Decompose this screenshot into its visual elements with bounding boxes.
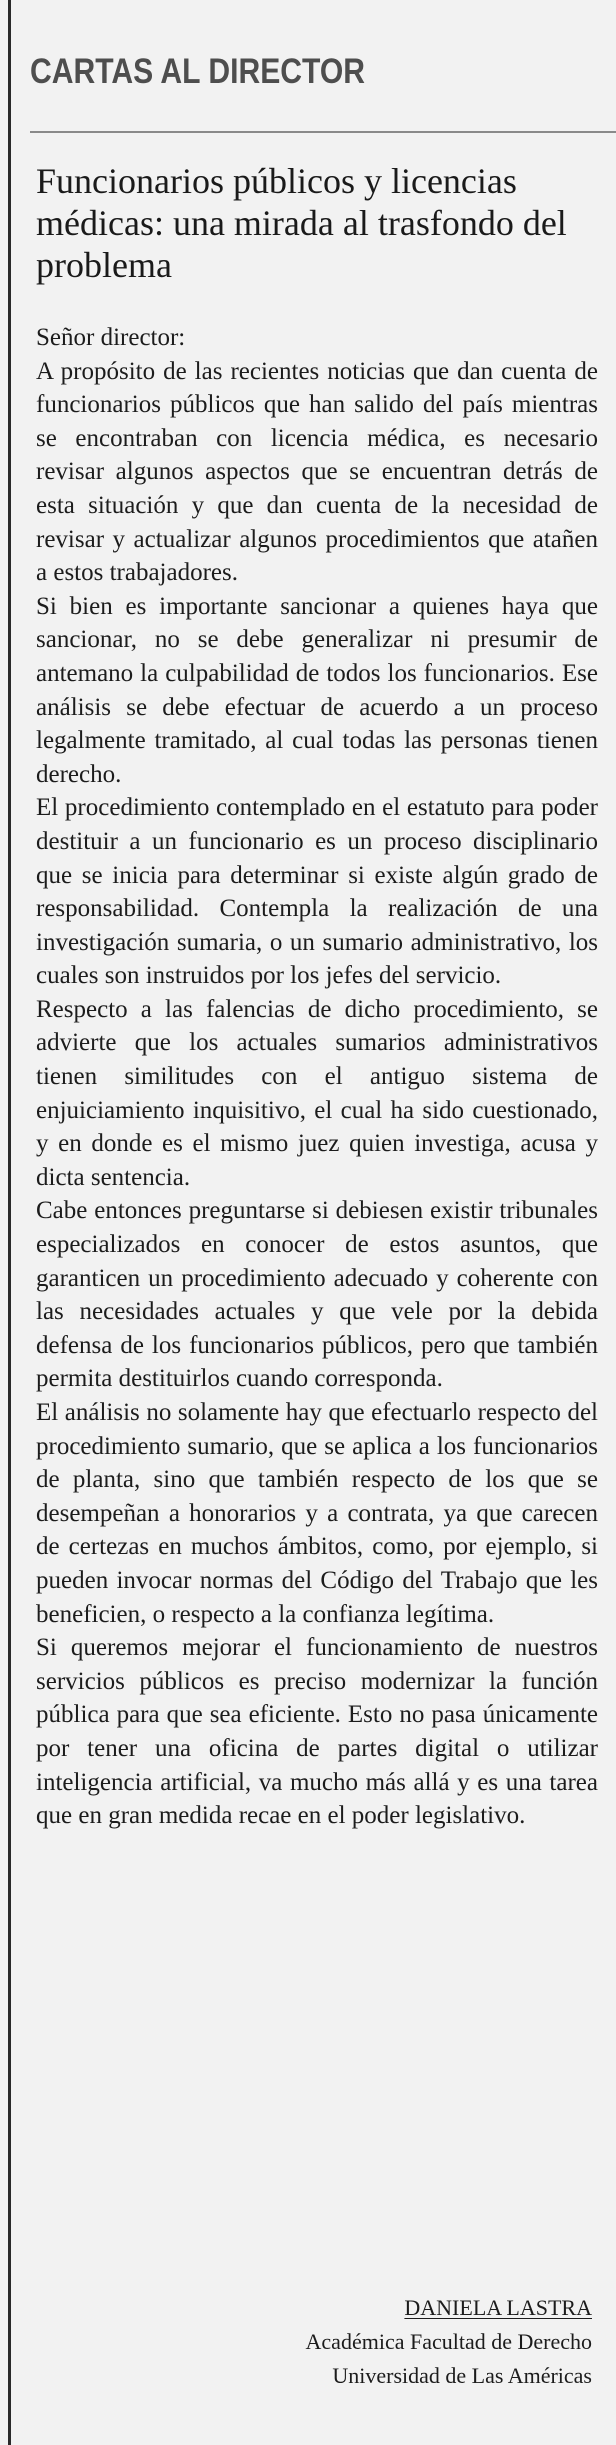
author-institution: Universidad de Las Américas bbox=[332, 2363, 592, 2388]
author-role: Académica Facultad de Derecho bbox=[305, 2329, 592, 2354]
header-divider bbox=[30, 131, 616, 133]
article-headline: Funcionarios públicos y licencias médicas: una mirada al trasfondo del problema bbox=[36, 161, 567, 285]
letter-paragraph: Si queremos mejorar el funcionamiento de nuestros servicios públicos es preciso modernizar la función pública para que sea eficiente. Esto no pasa únicamente por tener una oficina de partes digital o utilizar inteligencia artificial, va mucho más allá y es una tarea que en gran medida recae en el poder legislativo. bbox=[36, 1634, 598, 1830]
letter-paragraph: Si bien es importante sancionar a quienes haya que sancionar, no se debe generalizar ni presumir de antemano la culpabilidad de todos los funcionarios. Ese análisis se debe efectuar de acuerdo a un proceso legalmente tramitado, al cual todas las personas tienen derecho. bbox=[36, 592, 598, 788]
letter-paragraph: Cabe entonces preguntarse si debiesen existir tribunales especializados en conocer de estos asuntos, que garanticen un procedimiento adecuado y coherente con las necesidades actuales y que vele por la debida defensa de los funcionarios públicos, pero que también permita destituirlos cuando corresponda. bbox=[36, 1197, 598, 1393]
signature-block bbox=[306, 2291, 592, 2393]
author-name: DANIELA LASTRA bbox=[404, 2295, 592, 2320]
letter-body bbox=[36, 321, 598, 1833]
column-rule bbox=[8, 0, 11, 2445]
salutation: Señor director: bbox=[36, 324, 186, 351]
letter-paragraph: El procedimiento contemplado en el estatuto para poder destituir a un funcionario es un proceso disciplinario que se inicia para determinar si existe algún grado de responsabilidad. Contempla la realización de una investigación sumaria, o un sumario administrativo, los cuales son instruidos por los jefes del servicio. bbox=[36, 794, 598, 990]
section-header: CARTAS AL DIRECTOR bbox=[30, 52, 366, 91]
letter-paragraph: Respecto a las falencias de dicho procedimiento, se advierte que los actuales sumarios administrativos tienen similitudes con el antiguo sistema de enjuiciamiento inquisitivo, el cual ha sido cuestionado, y en donde es el mismo juez quien investiga, acusa y dicta sentencia. bbox=[36, 995, 598, 1191]
letter-paragraph: El análisis no solamente hay que efectuarlo respecto del procedimiento sumario, que se aplica a los funcionarios de planta, sino que también respecto de los que se desempeñan a honorarios y a contrata, ya que carecen de certezas en muchos ámbitos, como, por ejemplo, si pueden invocar normas del Código del Trabajo que les beneficien, o respecto a la confianza legítima. bbox=[36, 1399, 598, 1628]
letter-paragraph: A propósito de las recientes noticias que dan cuenta de funcionarios públicos que han salido del país mientras se encontraban con licencia médica, es necesario revisar algunos aspectos que se encuentran detrás de esta situación y que dan cuenta de la necesidad de revisar y actualizar algunos procedimientos que atañen a estos trabajadores. bbox=[36, 357, 598, 587]
